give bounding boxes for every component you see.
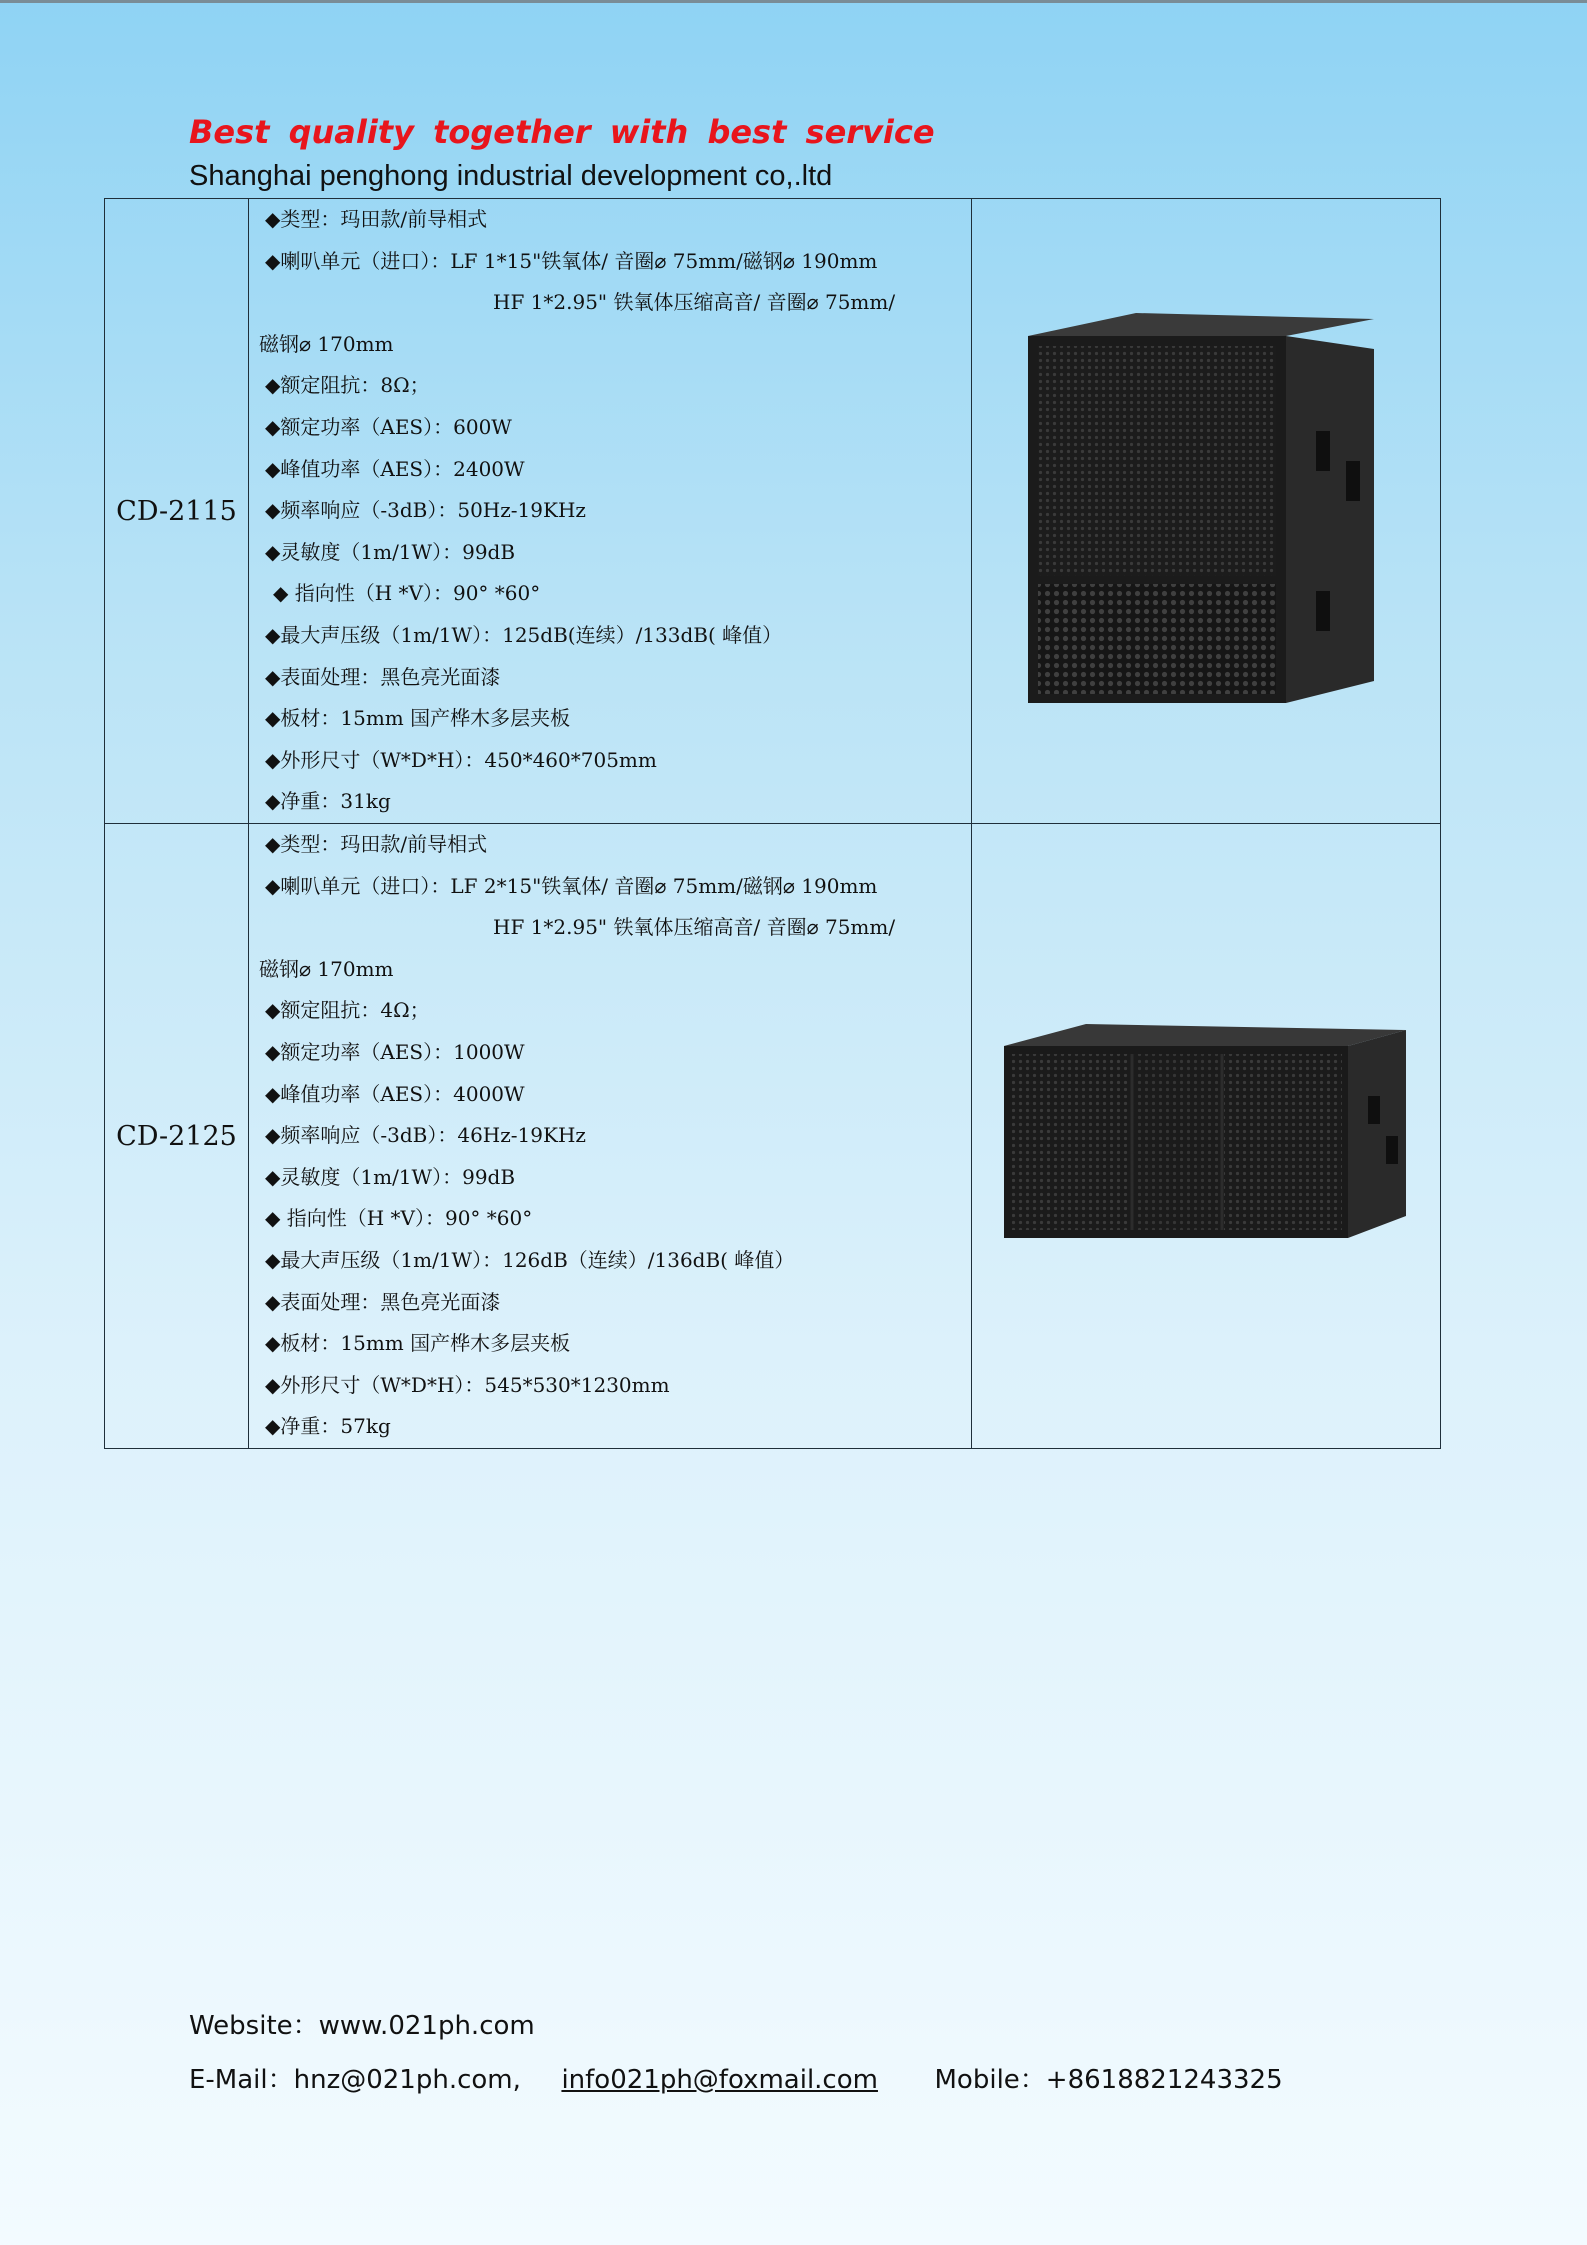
spec-line: ◆最大声压级（1m/1W）：125dB(连续）/133dB( 峰值） <box>265 622 783 647</box>
spec-line: ◆额定阻抗：4Ω； <box>265 998 430 1023</box>
spec-line: HF 1*2.95" 铁氧体压缩高音/ 音圈⌀ 75mm/ <box>493 915 896 940</box>
spec-line: ◆外形尺寸（W*D*H）：450*460*705mm <box>265 747 657 772</box>
spec-line: 磁钢⌀ 170mm <box>259 331 394 356</box>
spec-line: ◆峰值功率（AES）：4000W <box>265 1081 525 1106</box>
spec-line: ◆额定功率（AES）：1000W <box>265 1040 525 1065</box>
email-link[interactable]: info021ph@foxmail.com <box>561 2065 878 2095</box>
spec-line: ◆净重：31kg <box>265 789 391 814</box>
spec-line: ◆额定功率（AES）：600W <box>265 415 512 440</box>
spec-line: ◆额定阻抗：8Ω； <box>265 373 430 398</box>
spec-line: HF 1*2.95" 铁氧体压缩高音/ 音圈⌀ 75mm/ <box>493 290 896 315</box>
spec-line: ◆表面处理：黑色亮光面漆 <box>265 1289 501 1314</box>
spec-list <box>249 199 972 824</box>
top-rule <box>0 0 1587 3</box>
email-text: E-Mail：hnz@021ph.com, <box>189 2065 521 2095</box>
contact-line <box>189 2059 1283 2096</box>
speaker-cabinet-image <box>996 1016 1416 1256</box>
spec-line: ◆外形尺寸（W*D*H）：545*530*1230mm <box>265 1372 670 1397</box>
product-row-cd2115 <box>105 199 1441 824</box>
model-name: CD-2125 <box>105 824 249 1449</box>
spec-line: ◆灵敏度（1m/1W）：99dB <box>265 539 516 564</box>
spec-line: ◆灵敏度（1m/1W）：99dB <box>265 1164 516 1189</box>
spec-line: ◆ 指向性（H *V）：90° *60° <box>265 1206 533 1231</box>
spec-line: ◆喇叭单元（进口）：LF 1*15"铁氧体/ 音圈⌀ 75mm/磁钢⌀ 190mm <box>265 248 878 273</box>
spec-line: ◆板材：15mm 国产桦木多层夹板 <box>265 1331 571 1356</box>
speaker-cabinet-image <box>1016 301 1396 721</box>
product-image-cd2115 <box>972 199 1441 824</box>
spec-line: ◆板材：15mm 国产桦木多层夹板 <box>265 706 571 731</box>
tagline: Best quality together with best service <box>189 113 935 151</box>
spec-line: ◆频率响应（-3dB）：50Hz-19KHz <box>265 498 586 523</box>
spec-line: ◆类型：玛田款/前导相式 <box>265 207 488 232</box>
product-image-cd2125 <box>972 824 1441 1449</box>
spec-line: ◆最大声压级（1m/1W）：126dB（连续）/136dB( 峰值） <box>265 1247 795 1272</box>
spec-line: ◆类型：玛田款/前导相式 <box>265 832 488 857</box>
spec-line: ◆净重：57kg <box>265 1414 391 1439</box>
mobile-text: Mobile：+8618821243325 <box>934 2065 1283 2095</box>
website-text: Website：www.021ph.com <box>189 2011 535 2041</box>
spec-line: ◆峰值功率（AES）：2400W <box>265 456 525 481</box>
product-row-cd2125 <box>105 824 1441 1449</box>
spec-line: ◆频率响应（-3dB）：46Hz-19KHz <box>265 1123 586 1148</box>
spec-line: ◆表面处理：黑色亮光面漆 <box>265 664 501 689</box>
spec-line: 磁钢⌀ 170mm <box>259 956 394 981</box>
company-name: Shanghai penghong industrial development co,.ltd <box>189 160 833 192</box>
spec-list <box>249 824 972 1449</box>
model-name: CD-2115 <box>105 199 249 824</box>
spec-line: ◆喇叭单元（进口）：LF 2*15"铁氧体/ 音圈⌀ 75mm/磁钢⌀ 190mm <box>265 873 878 898</box>
spec-table <box>104 198 1441 1449</box>
spec-line: ◆ 指向性（H *V）：90° *60° <box>273 581 541 606</box>
